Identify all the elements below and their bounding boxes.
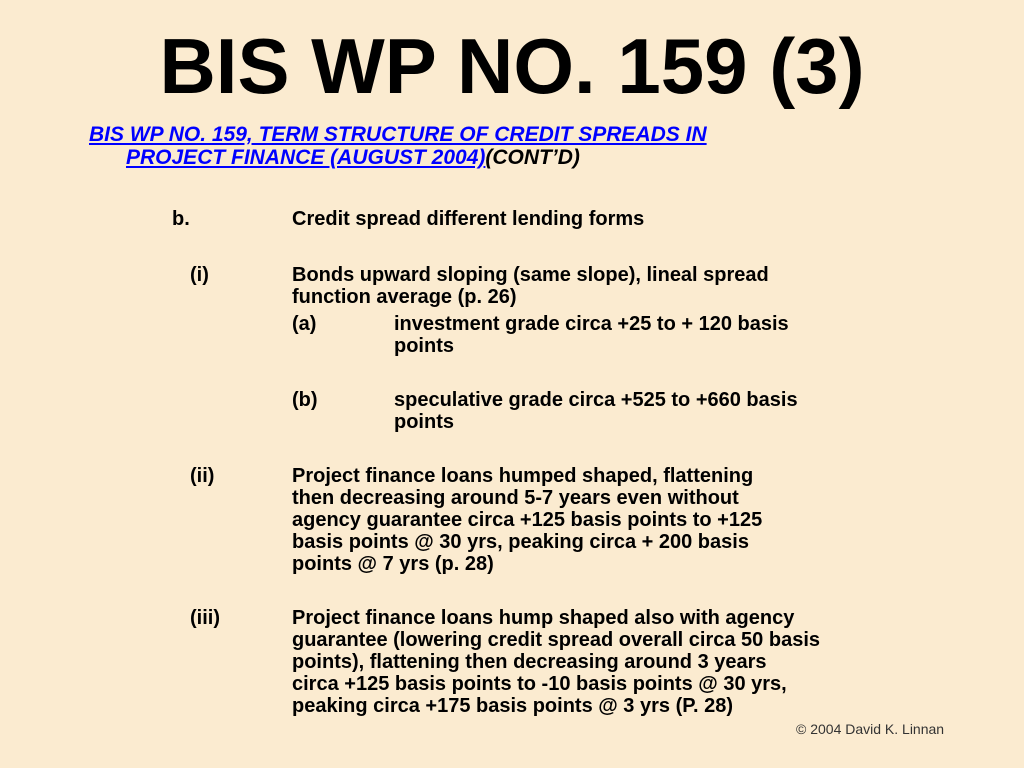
item-iii-line: points), flattening then decreasing around 3 years — [292, 651, 767, 673]
item-ii-line: points @ 7 yrs (p. 28) — [292, 553, 494, 575]
item-i-marker: (i) — [190, 264, 209, 286]
paper-link-line1: BIS WP NO. 159, TERM STRUCTURE OF CREDIT SPREADS IN — [89, 123, 707, 146]
paper-link[interactable] — [89, 123, 707, 146]
subtitle-line2 — [89, 146, 889, 169]
item-ii-text — [292, 465, 762, 575]
slide-title: BIS WP NO. 159 (3) — [159, 22, 865, 110]
copyright-notice: © 2004 David K. Linnan — [796, 721, 945, 737]
item-i-line: function average (p. 26) — [292, 286, 517, 308]
subtitle — [89, 123, 889, 169]
item-ii-marker: (ii) — [190, 465, 215, 487]
item-iii-marker: (iii) — [190, 607, 220, 629]
item-i-b-line: speculative grade circa +525 to +660 basis — [394, 389, 798, 411]
item-i-text — [292, 264, 769, 308]
item-iii-line: circa +125 basis points to -10 basis points @ 30 yrs, — [292, 673, 787, 695]
item-iii-line: Project finance loans hump shaped also with agency — [292, 607, 795, 629]
item-i-b-marker: (b) — [292, 389, 318, 411]
item-i-a-text — [394, 313, 789, 357]
item-ii-line: Project finance loans humped shaped, flattening — [292, 465, 754, 487]
item-ii-line: basis points @ 30 yrs, peaking circa + 200 basis — [292, 531, 749, 553]
item-i-b-line: points — [394, 411, 454, 433]
item-b-text: Credit spread different lending forms — [292, 208, 645, 230]
paper-link-continued[interactable] — [126, 146, 485, 169]
item-i-line: Bonds upward sloping (same slope), lineal spread — [292, 264, 769, 286]
item-i-a-line: investment grade circa +25 to + 120 basis — [394, 313, 789, 335]
subtitle-suffix: (CONT’D) — [485, 146, 580, 169]
item-iii-line: peaking circa +175 basis points @ 3 yrs (P. 28) — [292, 695, 734, 717]
paper-link-line2: PROJECT FINANCE (AUGUST 2004) — [126, 146, 486, 169]
item-ii-line: agency guarantee circa +125 basis points to +125 — [292, 509, 763, 531]
item-i-b-text — [394, 389, 798, 433]
item-ii-line: then decreasing around 5-7 years even without — [292, 487, 739, 509]
item-i-a-line: points — [394, 335, 454, 357]
item-i-a-marker: (a) — [292, 313, 317, 335]
item-b-marker: b. — [172, 208, 190, 230]
item-iii-line: guarantee (lowering credit spread overall circa 50 basis — [292, 629, 820, 651]
item-iii-text — [292, 607, 820, 717]
